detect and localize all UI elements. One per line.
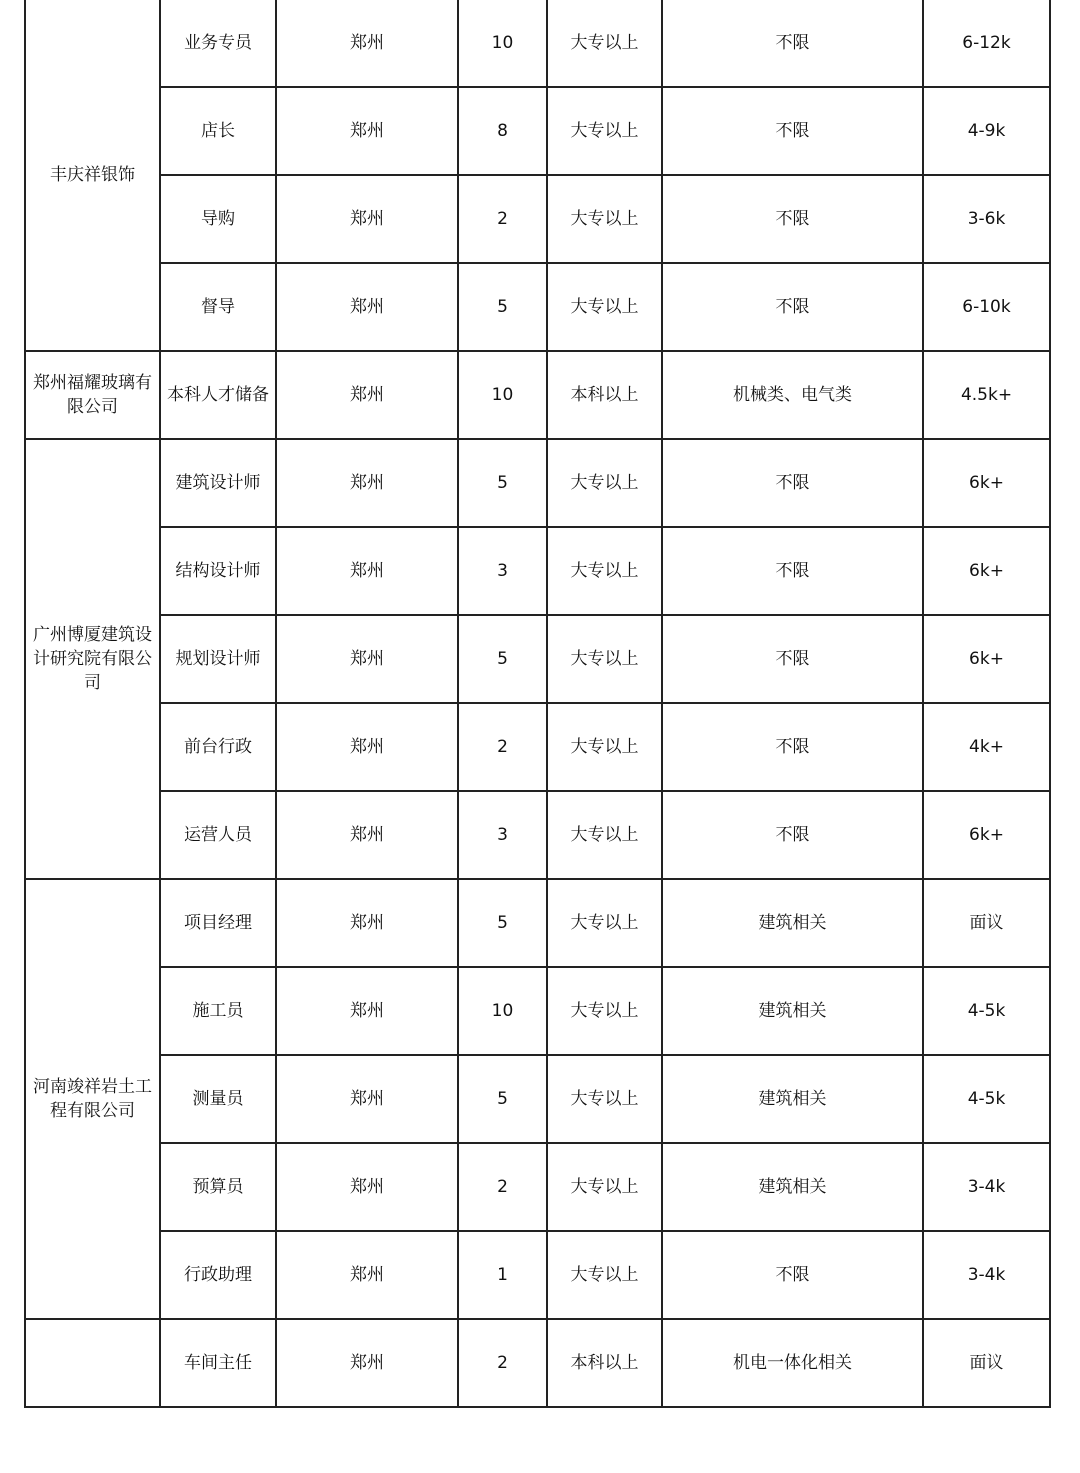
- major-cell: 建筑相关: [662, 879, 923, 967]
- education-cell: 本科以上: [547, 351, 662, 439]
- education-cell: 大专以上: [547, 527, 662, 615]
- position-cell: 规划设计师: [160, 615, 276, 703]
- major-cell: 不限: [662, 791, 923, 879]
- education-cell: 大专以上: [547, 967, 662, 1055]
- location-cell: 郑州: [276, 351, 458, 439]
- education-cell: 大专以上: [547, 175, 662, 263]
- major-cell: 建筑相关: [662, 1055, 923, 1143]
- job-listing-table: [24, 0, 1051, 1408]
- headcount-cell: 10: [458, 967, 547, 1055]
- position-cell: 测量员: [160, 1055, 276, 1143]
- headcount-cell: 5: [458, 1055, 547, 1143]
- location-cell: 郑州: [276, 175, 458, 263]
- education-cell: 大专以上: [547, 1143, 662, 1231]
- major-cell: 不限: [662, 263, 923, 351]
- education-cell: 大专以上: [547, 703, 662, 791]
- salary-cell: 6-10k: [923, 263, 1050, 351]
- education-cell: 大专以上: [547, 439, 662, 527]
- headcount-cell: 8: [458, 87, 547, 175]
- headcount-cell: 2: [458, 1319, 547, 1407]
- headcount-cell: 3: [458, 527, 547, 615]
- table-row: [25, 263, 1050, 351]
- headcount-cell: 2: [458, 1143, 547, 1231]
- table-row: [25, 879, 1050, 967]
- position-cell: 业务专员: [160, 0, 276, 87]
- education-cell: 大专以上: [547, 615, 662, 703]
- table-row: [25, 1143, 1050, 1231]
- table-row: [25, 351, 1050, 439]
- salary-cell: 4-9k: [923, 87, 1050, 175]
- position-cell: 建筑设计师: [160, 439, 276, 527]
- table-row: [25, 1231, 1050, 1319]
- salary-cell: 4k+: [923, 703, 1050, 791]
- headcount-cell: 5: [458, 439, 547, 527]
- headcount-cell: 2: [458, 175, 547, 263]
- salary-cell: 4-5k: [923, 1055, 1050, 1143]
- company-cell: 郑州福耀玻璃有限公司: [25, 351, 160, 439]
- education-cell: 大专以上: [547, 1231, 662, 1319]
- headcount-cell: 2: [458, 703, 547, 791]
- major-cell: 不限: [662, 615, 923, 703]
- major-cell: 不限: [662, 0, 923, 87]
- position-cell: 车间主任: [160, 1319, 276, 1407]
- table-row: [25, 527, 1050, 615]
- education-cell: 大专以上: [547, 791, 662, 879]
- table-row: [25, 439, 1050, 527]
- table-row: [25, 87, 1050, 175]
- location-cell: 郑州: [276, 879, 458, 967]
- major-cell: 机械类、电气类: [662, 351, 923, 439]
- headcount-cell: 10: [458, 351, 547, 439]
- major-cell: 建筑相关: [662, 967, 923, 1055]
- company-cell: 河南竣祥岩土工程有限公司: [25, 879, 160, 1319]
- table-row: [25, 0, 1050, 87]
- major-cell: 不限: [662, 439, 923, 527]
- location-cell: 郑州: [276, 1055, 458, 1143]
- location-cell: 郑州: [276, 703, 458, 791]
- position-cell: 结构设计师: [160, 527, 276, 615]
- salary-cell: 6k+: [923, 527, 1050, 615]
- company-cell: 丰庆祥银饰: [25, 0, 160, 351]
- salary-cell: 4-5k: [923, 967, 1050, 1055]
- location-cell: 郑州: [276, 527, 458, 615]
- position-cell: 本科人才储备: [160, 351, 276, 439]
- major-cell: 不限: [662, 87, 923, 175]
- salary-cell: 3-4k: [923, 1143, 1050, 1231]
- table-row: [25, 967, 1050, 1055]
- position-cell: 前台行政: [160, 703, 276, 791]
- salary-cell: 3-6k: [923, 175, 1050, 263]
- headcount-cell: 10: [458, 0, 547, 87]
- location-cell: 郑州: [276, 1319, 458, 1407]
- major-cell: 机电一体化相关: [662, 1319, 923, 1407]
- headcount-cell: 3: [458, 791, 547, 879]
- major-cell: 建筑相关: [662, 1143, 923, 1231]
- table-row: [25, 791, 1050, 879]
- headcount-cell: 5: [458, 615, 547, 703]
- headcount-cell: 5: [458, 879, 547, 967]
- location-cell: 郑州: [276, 87, 458, 175]
- position-cell: 督导: [160, 263, 276, 351]
- table-row: [25, 703, 1050, 791]
- position-cell: 施工员: [160, 967, 276, 1055]
- position-cell: 店长: [160, 87, 276, 175]
- position-cell: 行政助理: [160, 1231, 276, 1319]
- location-cell: 郑州: [276, 0, 458, 87]
- salary-cell: 面议: [923, 879, 1050, 967]
- salary-cell: 6k+: [923, 615, 1050, 703]
- headcount-cell: 1: [458, 1231, 547, 1319]
- location-cell: 郑州: [276, 1231, 458, 1319]
- salary-cell: 6-12k: [923, 0, 1050, 87]
- location-cell: 郑州: [276, 967, 458, 1055]
- salary-cell: 4.5k+: [923, 351, 1050, 439]
- education-cell: 本科以上: [547, 1319, 662, 1407]
- salary-cell: 6k+: [923, 791, 1050, 879]
- education-cell: 大专以上: [547, 87, 662, 175]
- table-row: [25, 615, 1050, 703]
- major-cell: 不限: [662, 1231, 923, 1319]
- salary-cell: 3-4k: [923, 1231, 1050, 1319]
- headcount-cell: 5: [458, 263, 547, 351]
- location-cell: 郑州: [276, 1143, 458, 1231]
- table-row: [25, 1319, 1050, 1407]
- major-cell: 不限: [662, 175, 923, 263]
- salary-cell: 6k+: [923, 439, 1050, 527]
- company-cell: 广州博厦建筑设计研究院有限公司: [25, 439, 160, 879]
- salary-cell: 面议: [923, 1319, 1050, 1407]
- major-cell: 不限: [662, 703, 923, 791]
- location-cell: 郑州: [276, 791, 458, 879]
- education-cell: 大专以上: [547, 263, 662, 351]
- position-cell: 运营人员: [160, 791, 276, 879]
- table-row: [25, 1055, 1050, 1143]
- company-cell: [25, 1319, 160, 1407]
- major-cell: 不限: [662, 527, 923, 615]
- table-row: [25, 175, 1050, 263]
- location-cell: 郑州: [276, 439, 458, 527]
- position-cell: 导购: [160, 175, 276, 263]
- education-cell: 大专以上: [547, 1055, 662, 1143]
- education-cell: 大专以上: [547, 0, 662, 87]
- position-cell: 项目经理: [160, 879, 276, 967]
- education-cell: 大专以上: [547, 879, 662, 967]
- location-cell: 郑州: [276, 615, 458, 703]
- location-cell: 郑州: [276, 263, 458, 351]
- position-cell: 预算员: [160, 1143, 276, 1231]
